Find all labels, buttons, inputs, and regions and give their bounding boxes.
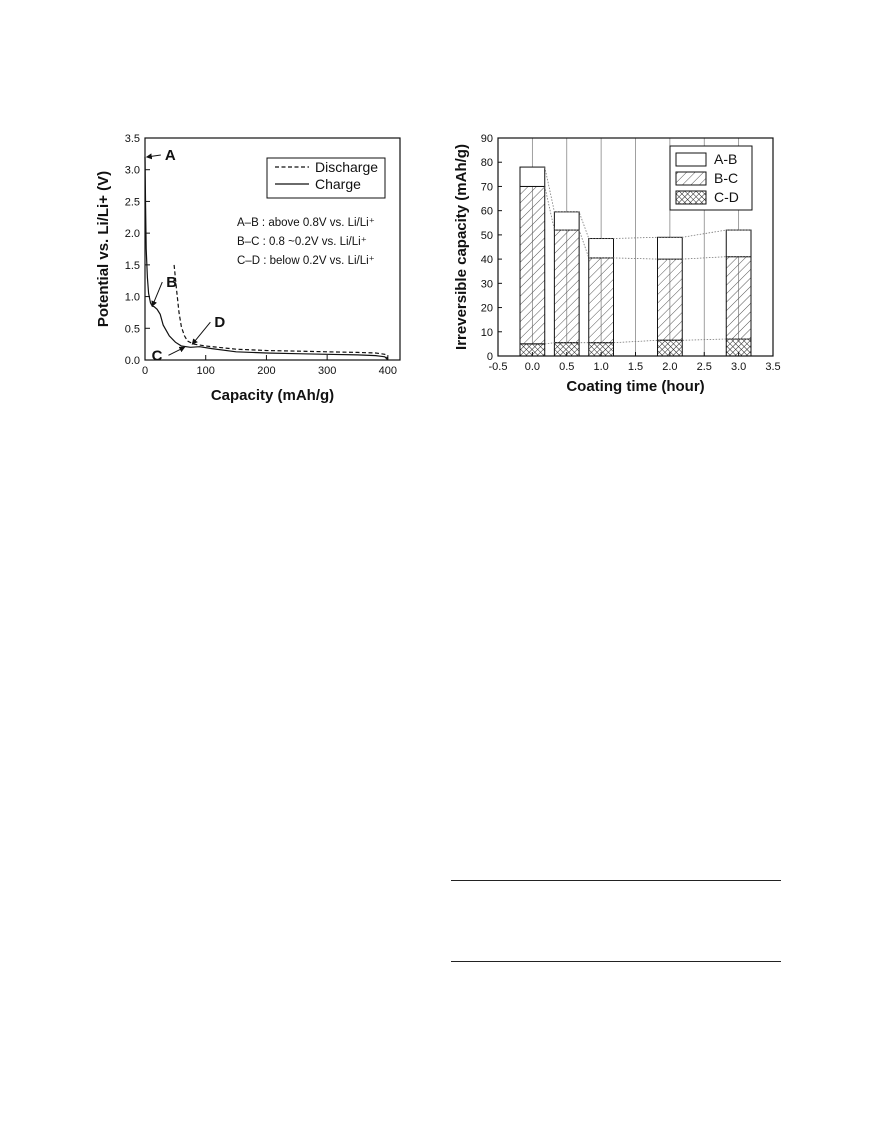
bar-segment-b-c: [520, 186, 545, 343]
bar-segment-b-c: [658, 259, 683, 340]
x-tick-label: 300: [317, 365, 337, 377]
table-top-rule: [451, 880, 781, 881]
point-c-label: C: [151, 347, 163, 365]
legend-swatch-b-c: [676, 172, 706, 185]
legend-label-charge: Charge: [315, 176, 361, 192]
legend-swatch-a-b: [676, 153, 706, 166]
y-tick-label: 20: [480, 302, 493, 315]
region-annotation: C–D : below 0.2V vs. Li/Li⁺: [237, 255, 375, 267]
x-tick-label: 3.5: [765, 361, 781, 373]
bar-segment-a-b: [726, 230, 751, 257]
y-tick-label: 0.0: [124, 355, 140, 367]
y-tick-label: 80: [480, 157, 493, 170]
bar-segment-a-b: [658, 237, 683, 259]
bar-segment-b-c: [726, 257, 751, 339]
y-tick-label: 0.5: [124, 323, 140, 336]
point-b-label: B: [166, 274, 178, 292]
x-axis-label: Capacity (mAh/g): [210, 387, 335, 404]
y-tick-label: 50: [480, 229, 493, 242]
table-bottom-rule: [451, 961, 781, 962]
legend-swatch-c-d: [676, 191, 706, 204]
y-tick-label: 3.0: [124, 164, 140, 177]
point-b-pointer: [152, 282, 162, 306]
x-tick-label: 0: [141, 365, 149, 377]
point-c-pointer: [168, 347, 184, 355]
y-tick-label: 2.0: [124, 228, 140, 241]
bar-segment-a-b: [520, 167, 545, 186]
x-tick-label: 1.5: [627, 361, 644, 373]
legend-label-b-c: B-C: [714, 170, 739, 186]
x-tick-label: 0.0: [524, 361, 541, 373]
x-tick-label: 0.5: [559, 361, 575, 373]
y-tick-label: 40: [480, 254, 493, 267]
point-a-label: A: [164, 147, 176, 165]
point-d-pointer: [192, 322, 210, 344]
y-tick-label: 60: [480, 205, 493, 218]
bar-segment-b-c: [554, 230, 579, 343]
region-annotation: A–B : above 0.8V vs. Li/Li⁺: [237, 217, 375, 229]
y-tick-label: 1.0: [124, 291, 140, 304]
x-tick-label: 200: [257, 365, 276, 377]
x-tick-label: 100: [196, 365, 215, 377]
bar-segment-b-c: [589, 258, 614, 343]
bar-segment-a-b: [554, 212, 579, 230]
y-tick-label: 30: [480, 278, 493, 291]
legend-label-c-d: C-D: [714, 189, 739, 205]
y-tick-label: 3.5: [124, 133, 140, 145]
y-tick-label: 70: [480, 181, 493, 194]
point-a-pointer: [147, 155, 161, 157]
y-tick-label: 90: [480, 133, 493, 145]
region-annotation: B–C : 0.8 ~0.2V vs. Li/Li⁺: [237, 236, 367, 248]
y-tick-label: 2.5: [124, 196, 140, 209]
irreversible-capacity-chart: [450, 120, 795, 420]
x-tick-label: 2.0: [662, 361, 678, 373]
x-tick-label: -0.5: [488, 361, 508, 373]
y-tick-label: 1.5: [124, 259, 140, 272]
x-tick-label: 2.5: [696, 361, 712, 373]
y-tick-label: 0: [486, 351, 493, 363]
x-tick-label: 3.0: [730, 361, 747, 373]
legend-label-discharge: Discharge: [315, 159, 379, 175]
y-axis-label: Irreversible capacity (mAh/g): [453, 144, 470, 350]
potential-capacity-chart: [60, 120, 420, 420]
point-d-label: D: [214, 314, 226, 332]
x-tick-label: 400: [378, 365, 398, 377]
y-axis-label: Potential vs. Li/Li+ (V): [95, 170, 112, 328]
x-tick-label: 1.0: [593, 361, 609, 373]
bar-segment-a-b: [589, 239, 614, 258]
x-axis-label: Coating time (hour): [566, 378, 705, 395]
discharge-curve: [174, 265, 388, 359]
y-tick-label: 10: [480, 326, 493, 339]
legend-label-a-b: A-B: [714, 151, 738, 167]
